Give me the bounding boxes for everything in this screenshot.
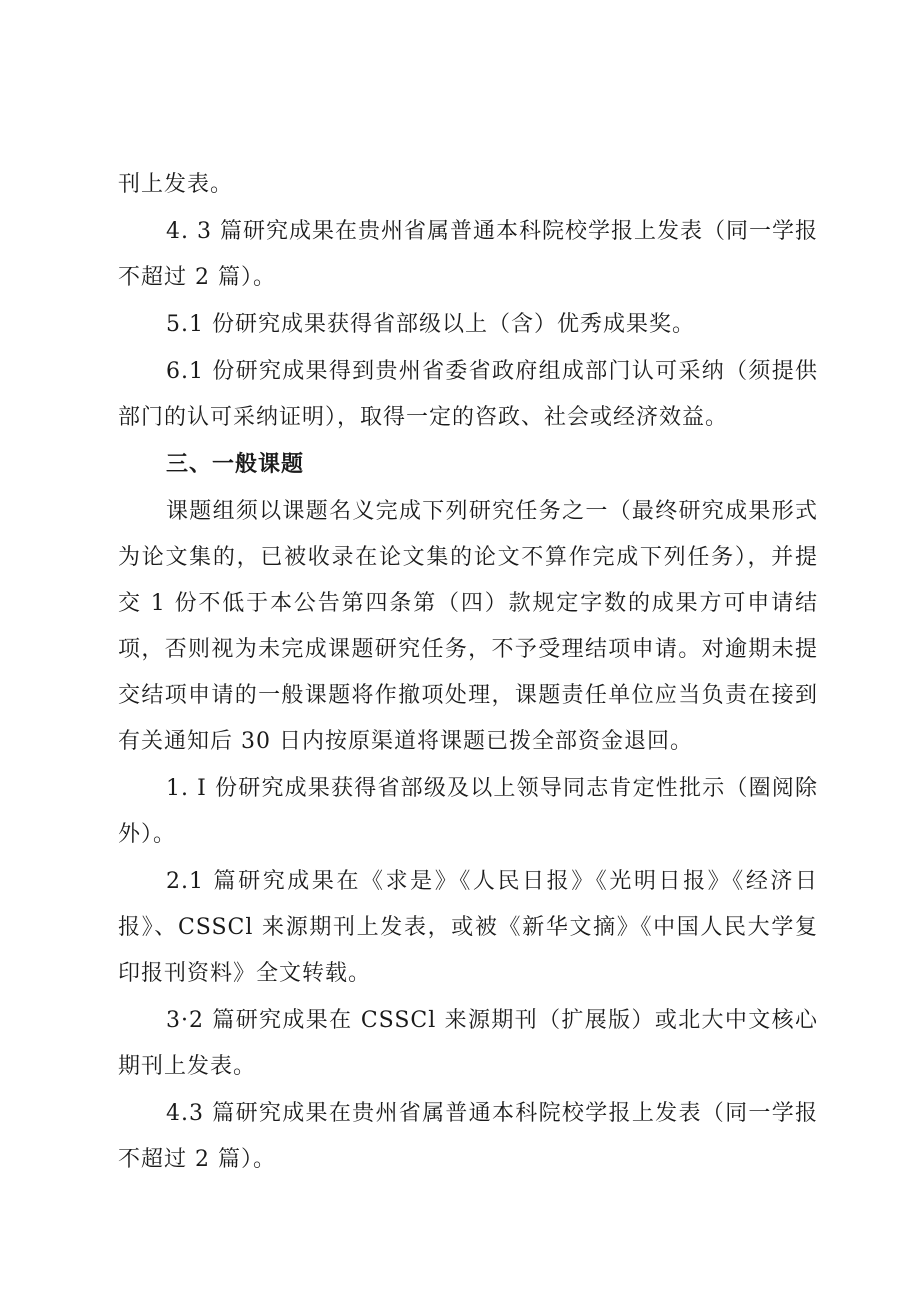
document-body: [118, 162, 818, 1184]
paragraph-item-5: 5.1 份研究成果获得省部级以上（含）优秀成果奖。: [166, 312, 695, 337]
paragraph-general-item-1: 1. I 份研究成果获得省部级及以上领导同志肯定性批示（圈阅除外）。: [118, 776, 818, 847]
paragraph-general-requirements: 课题组须以课题名义完成下列研究任务之一（最终研究成果形式为论文集的，已被收录在论文集的论文不算作完成下列任务），并提交 1 份不低于本公告第四条第（四）款规定字数的成果方可申请结项，否则视为未完成课题研究任务，不予受理结项申请。对逾期未提交结项申请的一般课题将作撤项处理，课题责任单位应当负责在接到有关通知后 30 日内按原渠道将课题已拨全部资金退回。: [118, 499, 818, 754]
paragraph-general-item-4: 4.3 篇研究成果在贵州省属普通本科院校学报上发表（同一学报不超过 2 篇）。: [118, 1101, 818, 1172]
paragraph-continuation: 刊上发表。: [118, 172, 234, 197]
paragraph-general-item-3: 3·2 篇研究成果在 CSSCl 来源期刊（扩展版）或北大中文核心期刊上发表。: [118, 1008, 818, 1079]
section-heading-general-project: 三、一般课题: [166, 452, 305, 477]
paragraph-item-6: 6.1 份研究成果得到贵州省委省政府组成部门认可采纳（须提供部门的认可采纳证明），取得一定的咨政、社会或经济效益。: [118, 359, 818, 430]
paragraph-item-4: 4. 3 篇研究成果在贵州省属普通本科院校学报上发表（同一学报不超过 2 篇）。: [118, 219, 818, 290]
paragraph-general-item-2: 2.1 篇研究成果在《求是》《人民日报》《光明日报》《经济日报》、CSSCl 来源期刊上发表，或被《新华文摘》《中国人民大学复印报刊资料》全文转载。: [118, 869, 818, 986]
